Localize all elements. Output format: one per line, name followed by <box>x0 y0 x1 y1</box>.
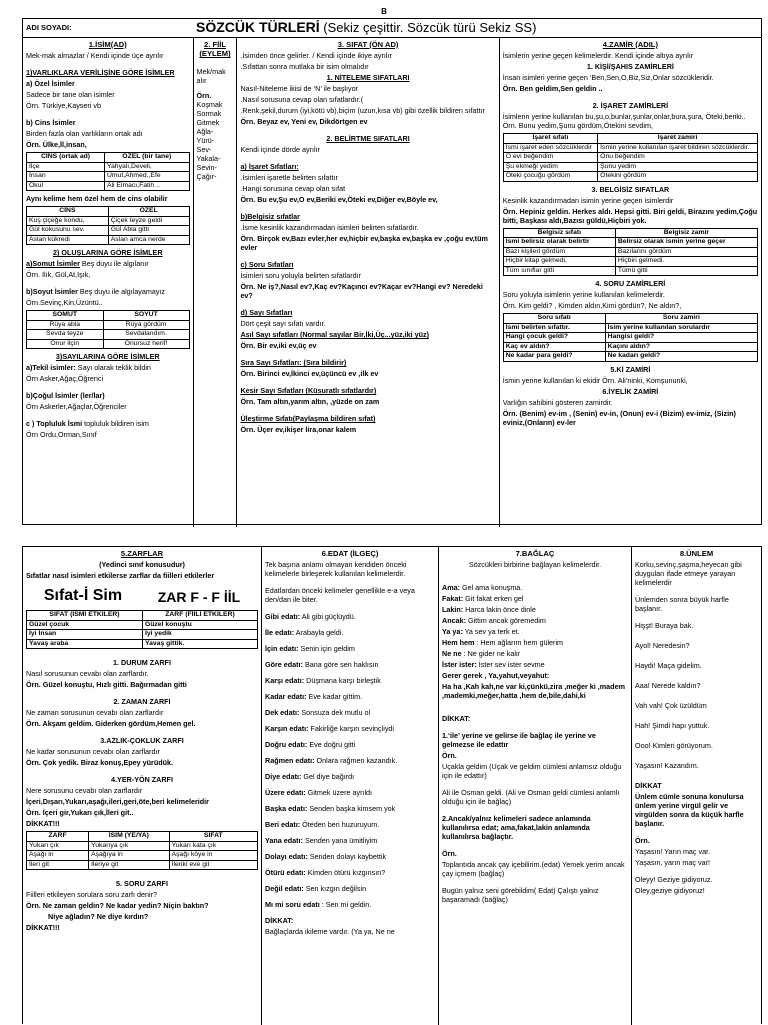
topluluk-example: Örn Ordu,Orman,Sınıf <box>26 430 97 440</box>
edat-heading: 6.EDAT (İLGEÇ) <box>321 549 379 558</box>
yer-yon-table: ZARF İSİM (YE/YA) SIFAT Yukarı çık Yukarıya çık Yukarı kata çık Aşağı in Aşağıya in Aşağı köye in İleri git İleriye git İleriki eve git <box>26 831 258 870</box>
fiil-item: Sev- <box>196 144 212 154</box>
bottom-sheet <box>22 546 762 1024</box>
unlem-example: Aaa! Nerede kaldın? <box>635 681 701 691</box>
cins-def: Birden fazla olan varlıkların ortak adı <box>26 129 143 139</box>
isim-note: Aynı kelime hem özel hem de cins olabilir <box>26 194 168 204</box>
cogul-title: b)Çoğul İsimler (ler/lar) <box>26 391 105 401</box>
isim-intro: Mek-mak almazlar / Kendi içinde üçe ayrılır <box>26 51 164 61</box>
baglac-list: Ama: Gel ama konuşma. Fakat: Git fakat erken gel Lakin: Harca lakin önce dinle Ancak: Gittim ancak göremedim Ya ya: Ya sev ya terk et. Hem hem : Hem ağlarım hem gülerim Ne ne : Ne gider ne kalır İster ister: İster sev ister sevme <box>442 583 564 670</box>
soyut-example: Örn.Sevinç,Kin,Üzüntü.. <box>26 298 103 308</box>
ozel-title: a) Özel İsimler <box>26 79 75 89</box>
ozel-def: Sadece bir tane olan isimler <box>26 90 115 100</box>
edat-list: Gibi edatı: Ali gibi güçlüydü. İle edatı: Arabayla geldi. İçin edatı: Senin için geldim Göre edatı: Bana göre sen haklısın Karşı edatı: Düşmana karşı birleştik Kadar edatı: Eve kadar gittim. Dek edatı: Sonsuza dek mutlu ol Karşın edatı: Fakirliğe karşın sevinçliydi Doğru edatı: Eve doğru gitti Rağmen edatı: Onlara rağmen kazandık. Diye edatı: Gel diye bağırdı Üzere edatı: Gitmek üzere ayrıldı Başka edatı: Senden başka kimsem yok Beri edatı: Öteden beri huzuruyum. Yana edatı: Senden yana ümitliyim Dolayı edatı: Senden dolayı kaybettik Ötürü edatı: Kimden ötürü kızgınsın? Değil edatı: Sen kızgın değilsin Mı mi soru edatı : Sen mi geldin. <box>265 612 398 910</box>
isim-heading: 1.İSİM(AD) <box>88 40 127 49</box>
zarf-mnemonic: Sıfat-İ Sim ZAR F - F İİL <box>43 587 241 605</box>
cins-example: Örn. Ülke,İl,insan, <box>26 140 87 150</box>
belirtme-title: 2. BELİRTME SIFATLARI <box>326 134 410 144</box>
fiil-line: Mek/mak alır <box>196 66 226 85</box>
unlem-heading: 8.ÜNLEM <box>679 549 714 558</box>
soru-table: Soru sıfatı Soru zamiri İsmi belirten sıfattır. İsim yerine kullanılan sorulardır Hangi çocuk geldi? Hangisi geldi? Kaç ev aldın? Kaçını aldın? Ne kadar para geldi? Ne kadarı geldi? <box>503 313 758 361</box>
cogul-example: Örn Askerler,Ağaçlar,Öğrenciler <box>26 402 127 412</box>
zamir-heading: 4.ZAMİR (ADIL) <box>602 40 658 49</box>
unlem-example: Hişşt! Buraya bak. <box>635 621 694 631</box>
unlem-example: Yaşasın! Kazandım. <box>635 761 699 771</box>
isim-s2-title: 2) OLUŞLARINA GÖRE İSİMLER <box>53 248 163 258</box>
baglac-column: 7.BAĞLAÇ Sözcükleri birbirine bağlayan kelimelerdir. Ama: Gel ama konuşma. Fakat: Git fakat erken gel Lakin: Harca lakin önce dinle Ancak: Gittim ancak göremedim Ya ya: Ya sev ya terk et. Hem hem : Hem ağlarım hem gülerim Ne ne : Ne gider ne kalır İster ister: İster sev ister sevme Gerer gerek , Ya,yahut,veyahut: Ha ha ,Kah kah,ne var ki,çünkü,zira ,meğer ki ,madem ,mademki,meğer,hatta ,hem de,bile,dahi,ki DİKKAT: 1.‘ile’ yerine ve gelirse ile bağlaç ile yerine ve gelmezse ile edattır Örn. Uçakla geldim (Uçak ve geldim cümlesi anlamsız olduğu için ile edattır) Ali ile Osman geldi. (Ali ve Osman geldi cümlesi anlamlı olduğu için ile bağlaç) 2.Ancak/yalnız kelimeleri sadece anlamında kullanılırsa edat; ama,fakat,lakin anlamında kullanılırsa bağlaçtır. Örn. Toplantıda ancak çay içebilirim.(edat) Yemek yerim ancak çay içmem (bağlaç) Bugün yalnız seni görebildim( Edat) Çalıştı yalnız başaramadı (bağlaç) <box>439 547 632 1025</box>
page-letter: B <box>381 7 387 16</box>
isim-column: 1.İSİM(AD) Mek-mak almazlar / Kendi içinde üçe ayrılır 1)VARLIKLARA VERİLİŞİNE GÖRE İSİMLER a) Özel İsimler Sadece bir tane olan isimler Örn. Türkiye,Kayseri vb b) Cins İsimler Birden fazla olan varlıkların ortak adı Örn. Ülke,İl,insan, CİNS (ortak ad) ÖZEL (bir tane) İlçe Yahyalı,Develi, İnsan Umut,Ahmed,,Efe Okul Ali Elmacı,Fatih .. Aynı kelime hem özel hem de cins olabilir CİNS ÖZEL Kuş çiçeğe kondu, Çiçek teyze geldi Gül kokusunu sev. Gül Abla gitti Aslan kükredi Aslan amca nerde 2) OLUŞLARINA GÖRE İSİMLER a)Somut İsimler Beş duyu ile algılanır Örn. Ilık, Gül,At,Işık, b)Soyut İsimler Beş duyu ile algılayamayız Örn.Sevinç,Kin,Üzüntü.. SOMUT SOYUT Rüya abla Rüya gördüm Sevda teyze Sevdalandım. Onur ilçin Onursuz herif! 3)SAYILARINA GÖRE İSİMLER a)Tekil isimler: Sayı olarak teklik bildiri Örn Asker,Ağaç,Öğrenci b)Çoğul İsimler (ler/lar) Örn Askerler,Ağaçlar,Öğrenciler c ) Topluluk İsmi topluluk bildiren isim Örn Ordu,Orman,Sınıf <box>23 38 194 527</box>
unlem-example: Ooo! Kimleri görüyorum. <box>635 741 713 751</box>
isim-s1-title: 1)VARLIKLARA VERİLİŞİNE GÖRE İSİMLER <box>26 68 175 78</box>
fiil-item: Çağır- <box>196 171 217 181</box>
isim-s3-title: 3)SAYILARINA GÖRE İSİMLER <box>55 352 160 362</box>
isaret-table: İşaret sıfatı İşaret zamiri İsmi işaret eden sözcüklerdir İsmin yerine kullanılan işaret bildiren sözcüklerdir. O evi beğendim Onu beğendim Şu ekmeği yedim Şunu yedim Öteki çocuğu gördüm Ötekini gördüm <box>503 133 758 181</box>
sifat-column: 3. SIFAT (ÖN AD) .İsimden önce gelirler. / Kendi içinde ikiye ayrılır .Sıfattan sonra mutlaka bir isim olmalıdır 1. NİTELEME SIFATLARI Nasıl-Niteleme ikisi de ‘N’ ile başlıyor .Nasıl sorusuna cevap olan sıfatlardır.( .Renk,şekil,durum (iyi,kötü vb),biçim (uzun,kısa vb) gibi özellik bildiren sıfattır Örn. Beyaz ev, Yeni ev, Dikdörtgen ev 2. BELİRTME SIFATLARI Kendi içinde dörde ayrılır a) İşaret Sıfatları: .İsimleri işaretle belirten sıfattır .Hangi sorusuna cevap olan sıfat Örn. Bu ev,Şu ev,O ev,Beriki ev,Öteki ev,Diğer ev,Böyle ev, b)Belgisiz sıfatlar .İsme kesinlik kazandırmadan isimleri belirten sıfatlardır. Örn. Birçok ev,Bazı evler,her ev,hiçbir ev,başka ev,başka ev ,çoğu ev,tüm evler c) Soru Sıfatları İsimleri soru yoluyla belirten sıfatlardır Örn. Ne iş?,Nasıl ev?,Kaç ev?Kaçıncı ev?Kaçar ev?Hangi ev? Neredeki ev? d) Sayı Sıfatları Dört çeşit sayı sıfatı vardır. Asıl Sayı sıfatları (Normal sayılar Bir,İki,Üç...yüz,iki yüz) Örn. Bir ev,iki ev,üç ev Sıra Sayı Sıfatları: (Sıra bildirir) Örn. Birinci ev,İkinci ev,üçüncü ev ,ilk ev Kesir Sayı Sıfatları (Küsuratlı sıfatlardır) Örn. Tam altın,yarım altın, ,yüzde on zam Üleştirme Sıfatı(Paylaşma bildiren sıfat) Örn. Üçer ev,ikişer lira,onar kalem <box>237 38 499 527</box>
fiil-heading: 2. FİİL (EYLEM) <box>199 40 231 59</box>
zamir-column: 4.ZAMİR (ADIL) İsimlerin yerine geçen kelimelerdir. Kendi içinde altıya ayrılır 1. KİŞİ/ŞAHIS ZAMİRLERİ İnsan isimleri yerine geçen ‘Ben,Sen,O,Biz,Siz,Onlar sözcükleridir. Örn. Ben geldim,Sen geldin .. 2. İŞARET ZAMİRLERİ İsimlerin yerine kullanılan bu,şu,o,bunlar,şunlar,onlar,bura,şura, Öteki,beriki.. Örn. Bunu yedim,Şunu gördüm,Ötekini sevdim, İşaret sıfatı İşaret zamiri İsmi işaret eden sözcüklerdir İsmin yerine kullanılan işaret bildiren sözcüklerdir. O evi beğendim Onu beğendim Şu ekmeği yedim Şunu yedim Öteki çocuğu gördüm Ötekini gördüm 3. BELGİSİZ SIFATLAR Kesinlik kazandırmadan isimin yerine geçen isimlerdir Örn. Hepiniz geldin. Herkes aldı. Hepsi gitti. Biri geldi, Birazını yedim,Çoğu bitti, Başkası aldı,Bazısı güldü,Hiçbiri yok. Belgisiz sıfatı Belgisiz zamir İsmi belirsiz olarak belirtir Belirsiz olarak ismin yerine geçer Bazı kişileri gördüm Bazılarını gördüm Hiçbir kitap gelmedi, Hiçbiri gelmedi. Tüm sınıflar gitti Tümü gitti 4. SORU ZAMİRLERİ Soru yoluyla isimlerin yerine kullanılan kelimelerdir. Örn. Kim geldi? , Kimden aldın,Kimi gördün?, Ne aldın?, Soru sıfatı Soru zamiri İsmi belirten sıfattır. İsim yerine kullanılan sorulardır Hangi çocuk geldi? Hangisi geldi? Kaç ev aldın? Kaçını aldın? Ne kadar para geldi? Ne kadarı geldi? 5.Kİ ZAMİRİ İsmin yerine kullanılan ki ekidir Örn. Ali’ninki, Komşununki, 6.İYELİK ZAMİRİ Varlığın sahibini gösteren zamirdir. Örn. (Benim) ev-im , (Senin) ev-in, (Onun) ev-i (Bizim) ev-imiz, (Sizin) eviniz,(Onların) ev-ler <box>502 40 758 427</box>
somut-soyut-table: SOMUT SOYUT Rüya abla Rüya gördüm Sevda teyze Sevdalandım. Onur ilçin Onursuz herif! <box>26 310 190 349</box>
unlem-column: 8.ÜNLEM Korku,sevinç,şaşma,heyecan gibi duyguları ifade etmeye yarayan kelimelerdir Ünlemden sonra büyük harfle başlanır. Hişşt! Buraya bak. Ayol! Neredesin? Haydi! Maça gidelim. Aaa! Nerede kaldın? Vah vah! Çok üzüldüm Hah! Şimdi hapı yuttuk. Ooo! Kimleri görüyorum. Yaşasın! Kazandım. DİKKAT Ünlem cümle sonuna konulursa ünlem yerine virgül gelir ve virgülden sonra da küçük harfle başlanır. Örn. Yaşasın! Yarın maç var. Yaşasın, yarın maç var! Oleyy! Geziye gidiyoruz. Oley,geziye gidiyoruz! <box>632 547 761 1025</box>
niteleme-title: 1. NİTELEME SIFATLARI <box>326 73 410 83</box>
tekil-example: Örn Asker,Ağaç,Öğrenci <box>26 374 104 384</box>
fiil-item: Ağla- <box>196 126 214 136</box>
edat-column: 6.EDAT (İLGEÇ) Tek başına anlamı olmayan kendiden önceki kelimelerle birleşerek kullanılan kelimelerdir. Edatlardan önceki kelimeler genellikle e-a veya den/dan ile biter. Gibi edatı: Ali gibi güçlüydü. İle edatı: Arabayla geldi. İçin edatı: Senin için geldim Göre edatı: Bana göre sen haklısın Karşı edatı: Düşmana karşı birleştik Kadar edatı: Eve kadar gittim. Dek edatı: Sonsuza dek mutlu ol Karşın edatı: Fakirliğe karşın sevinçliydi Doğru edatı: Eve doğru gitti Rağmen edatı: Onlara rağmen kazandık. Diye edatı: Gel diye bağırdı Üzere edatı: Gitmek üzere ayrıldı Başka edatı: Senden başka kimsem yok Beri edatı: Öteden beri huzuruyum. Yana edatı: Senden yana ümitliyim Dolayı edatı: Senden dolayı kaybettik Ötürü edatı: Kimden ötürü kızgınsın? Değil edatı: Sen kızgın değilsin Mı mi soru edatı : Sen mi geldin. DİKKAT: Bağlaçlarda ikileme vardır. (Ya ya, Ne ne <box>262 547 439 1025</box>
fiil-item: Sormak <box>196 108 222 118</box>
cins-title: b) Cins İsimler <box>26 118 76 128</box>
name-label: ADI SOYADI: <box>26 23 72 33</box>
fiil-item: Yakala- <box>196 153 221 163</box>
baglac-heading: 7.BAĞLAÇ <box>515 549 555 558</box>
fiil-item: Yürü- <box>196 135 215 145</box>
unlem-example: Ayol! Neredesin? <box>635 641 690 651</box>
cins-ozel-table-2: CİNS ÖZEL Kuş çiçeğe kondu, Çiçek teyze geldi Gül kokusunu sev. Gül Abla gitti Aslan kükredi Aslan amca nerde <box>26 206 190 245</box>
sifat-heading: 3. SIFAT (ÖN AD) <box>337 40 399 49</box>
sifat-zarf-table: SIFAT (İSMİ ETKİLER) ZARF (FİİLİ ETKİLER) Güzel çocuk Güzel konuştu İyi İnsan İyi yedik Yavaş araba Yavaş gittik. <box>26 610 258 649</box>
belgisiz-table: Belgisiz sıfatı Belgisiz zamir İsmi belirsiz olarak belirtir Belirsiz olarak ismin yerine geçer Bazı kişileri gördüm Bazılarını gördüm Hiçbir kitap gelmedi, Hiçbiri gelmedi. Tüm sınıflar gitti Tümü gitti <box>503 228 758 276</box>
unlem-example: Hah! Şimdi hapı yuttuk. <box>635 721 710 731</box>
zarf-column: 5.ZARFLAR (Yedinci sınıf konusudur) Sıfatlar nasıl isimleri etkilerse zarflar da fiilleri etkilerler Sıfat-İ Sim ZAR F - F İİL SIFAT (İSMİ ETKİLER) ZARF (FİİLİ ETKİLER) Güzel çocuk Güzel konuştu İyi İnsan İyi yedik Yavaş araba Yavaş gittik. 1. DURUM ZARFI Nasıl sorusunun cevabı olan zarflardır. Örn. Güzel konuştu, Hızlı gitti. Bağırmadan gitti 2. ZAMAN ZARFI Ne zaman sorusunun cevabı olan zarflardır Örn. Akşam geldim. Giderken gördüm,Hemen gel. 3.AZLIK-ÇOKLUK ZARFI Ne kadar sorusunun cevabı olan zarflardır Örn. Çok yedik. Biraz konuş,Epey yürüdük. 4.YER-YÖN ZARFI Nere sorusunu cevabı olan zarflardır İçeri,Dışarı,Yukarı,aşağı,ileri,geri,öte,beri kelimeleridir Örn. İçeri gir,Yukarı çık,İleri git.. DİKKAT!!! ZARF İSİM (YE/YA) SIFAT Yukarı çık Yukarıya çık Yukarı kata çık Aşağı in Aşağıya in Aşağı köye in İleri git İleriye git İleriki eve git 5. SORU ZARFI Fiilleri etkileyen sorulara soru zarfı denir? Örn. Ne zaman geldin? Ne kadar yedin? Niçin baktın? Niye ağladın? Ne diye kırdın? DİKKAT!!! <box>23 547 262 1025</box>
somut-example: Örn. Ilık, Gül,At,Işık, <box>26 270 91 280</box>
unlem-example: Haydi! Maça gidelim. <box>635 661 702 671</box>
fiil-item: Koşmak <box>196 99 223 109</box>
page-title: SÖZCÜK TÜRLERİ (Sekiz çeşittir. Sözcük türü Sekiz SS) <box>196 19 537 36</box>
cins-ozel-table: CİNS (ortak ad) ÖZEL (bir tane) İlçe Yahyalı,Develi, İnsan Umut,Ahmed,,Efe Okul Ali Elmacı,Fatih .. <box>26 152 190 191</box>
fiil-column: 2. FİİL (EYLEM) Mek/mak alır Örn. Koşmak Sormak Gitmek Ağla- Yürü- Sev- Yakala- Sevin- Çağır- <box>194 38 238 527</box>
fiil-item: Sevin- <box>196 162 217 172</box>
top-sheet <box>22 18 762 525</box>
ozel-example: Örn. Türkiye,Kayseri vb <box>26 101 101 111</box>
header-row <box>23 19 761 38</box>
zarf-heading: 5.ZARFLAR <box>120 549 164 558</box>
fiil-item: Gitmek <box>196 117 220 127</box>
unlem-example: Vah vah! Çok üzüldüm <box>635 701 707 711</box>
